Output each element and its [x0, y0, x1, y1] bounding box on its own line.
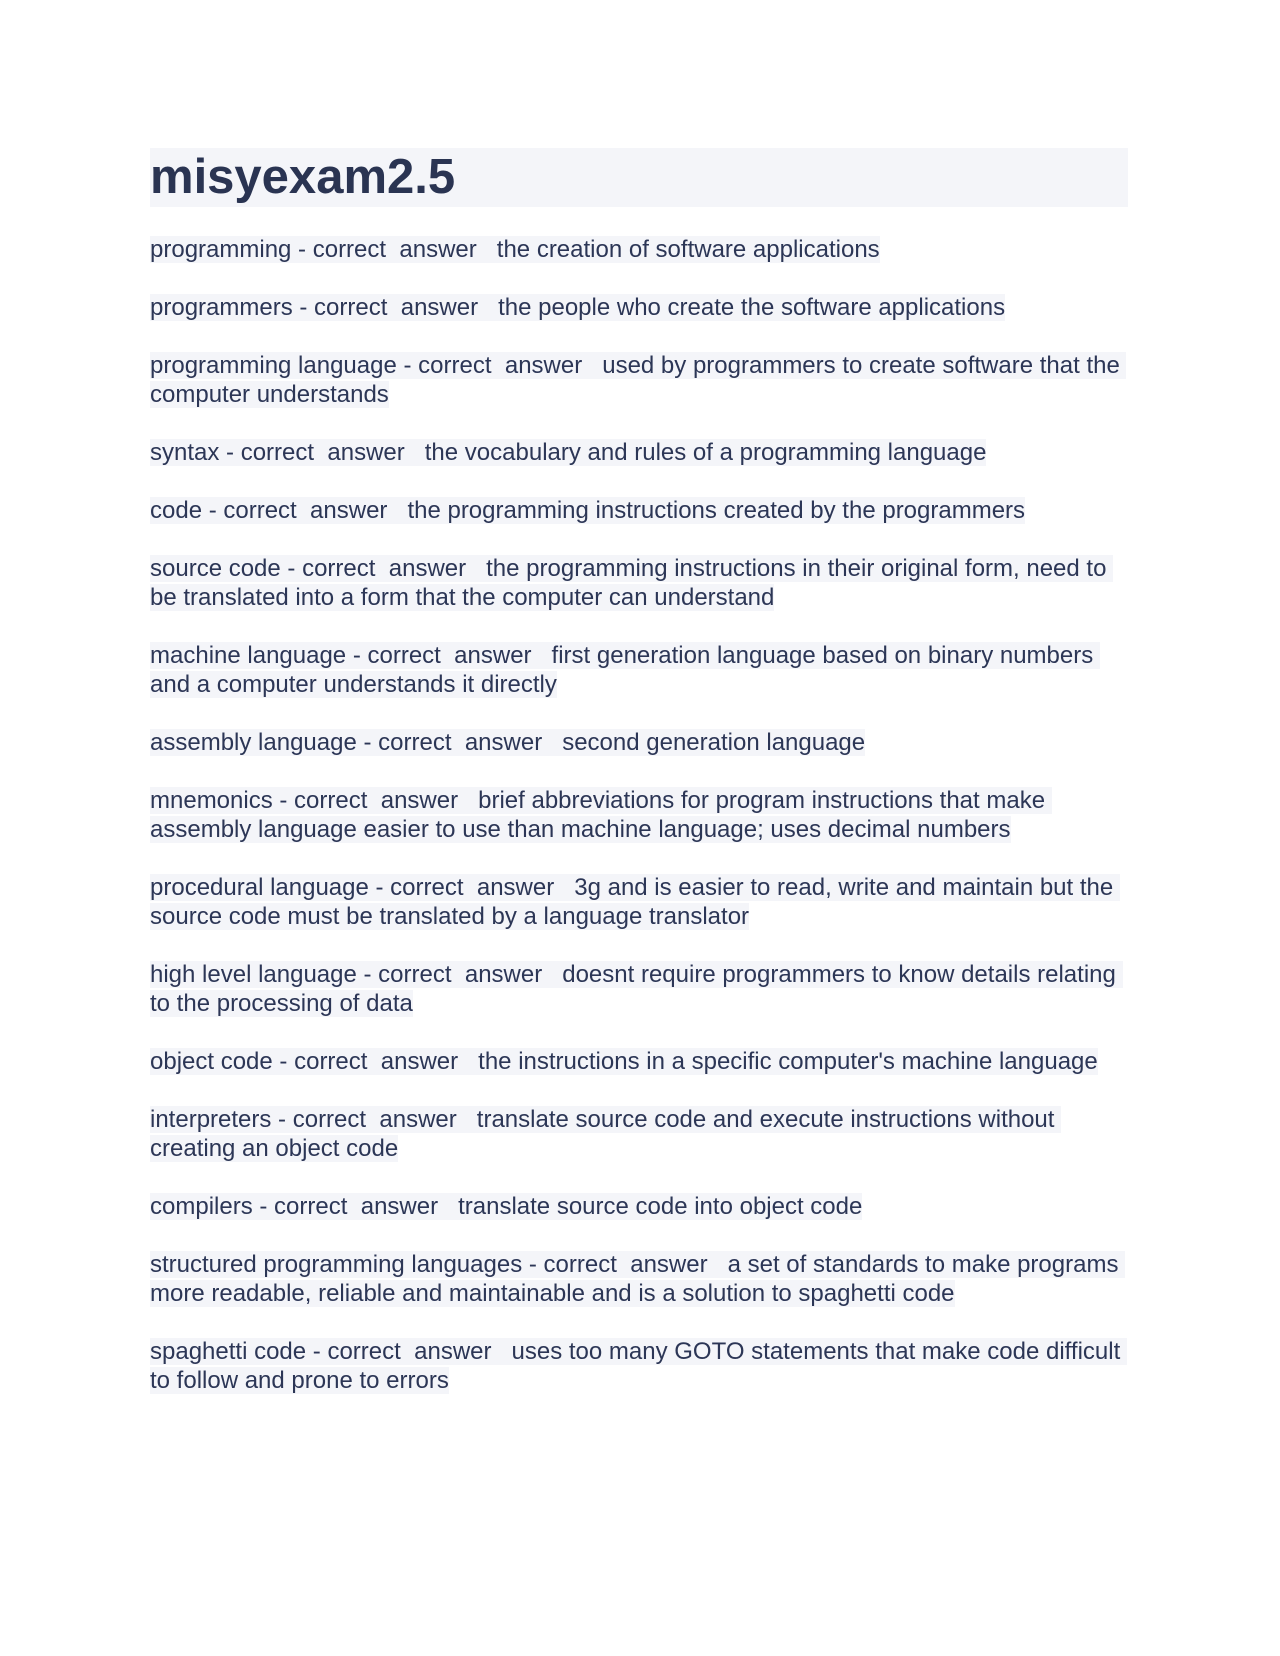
definition: the vocabulary and rules of a programming language — [424, 439, 987, 466]
separator: - correct answer — [280, 555, 487, 582]
term: high level language — [150, 961, 357, 988]
flashcard-text — [150, 961, 1123, 1017]
separator: - correct answer — [522, 1251, 728, 1278]
separator: - correct answer — [292, 294, 499, 321]
flashcard — [150, 1192, 1125, 1221]
flashcard-text — [150, 294, 1005, 321]
definition: the programming instructions in their original form, need to be translated into a form that the computer can understand — [150, 555, 1114, 611]
separator: - correct answer — [356, 729, 563, 756]
flashcard-text — [150, 1193, 862, 1220]
flashcard — [150, 235, 1125, 264]
flashcard-text — [150, 352, 1126, 408]
separator: - correct answer — [306, 1338, 512, 1365]
flashcard-text — [150, 1338, 1127, 1394]
definition: the programming instructions created by the programmers — [407, 497, 1026, 524]
flashcard — [150, 1047, 1125, 1076]
flashcard — [150, 1105, 1125, 1163]
term: syntax — [150, 439, 220, 466]
definition: first generation language based on binary numbers and a computer understands it directly — [150, 642, 1100, 698]
definition: translate source code and execute instructions without creating an object code — [150, 1106, 1062, 1162]
flashcard — [150, 554, 1125, 612]
flashcard-text — [150, 874, 1120, 930]
term: compilers — [150, 1193, 253, 1220]
separator: - correct answer — [271, 1106, 477, 1133]
definition: a set of standards to make programs more readable, reliable and maintainable and is a solution to spaghetti code — [150, 1251, 1126, 1307]
definition: the instructions in a specific computer's machine language — [478, 1048, 1098, 1075]
separator: - correct answer — [252, 1193, 459, 1220]
document-page — [150, 148, 1128, 1424]
term: programming language — [150, 352, 397, 379]
term: programmers — [150, 294, 293, 321]
term: structured programming languages — [150, 1251, 523, 1278]
flashcard — [150, 293, 1125, 322]
definition: used by programmers to create software that the computer understands — [150, 352, 1127, 408]
term: procedural language — [150, 874, 369, 901]
definition: doesnt require programmers to know details relating to the processing of data — [150, 961, 1123, 1017]
flashcard-text — [150, 787, 1052, 843]
separator: - correct answer — [291, 236, 497, 263]
flashcard-text — [150, 236, 880, 263]
separator: - correct answer — [368, 874, 575, 901]
term: programming — [150, 236, 292, 263]
flashcard — [150, 960, 1125, 1018]
definition: uses too many GOTO statements that make code difficult to follow and prone to errors — [150, 1338, 1127, 1394]
flashcard-text — [150, 555, 1113, 611]
flashcard-text — [150, 439, 986, 466]
flashcard-text — [150, 497, 1025, 524]
flashcard-text — [150, 1106, 1061, 1162]
term: code — [150, 497, 203, 524]
term: spaghetti code — [150, 1338, 307, 1365]
term: machine language — [150, 642, 347, 669]
separator: - correct answer — [272, 787, 479, 814]
flashcard — [150, 786, 1125, 844]
definition: translate source code into object code — [458, 1193, 863, 1220]
separator: - correct answer — [356, 961, 563, 988]
flashcard — [150, 728, 1125, 757]
separator: - correct answer — [396, 352, 603, 379]
flashcard-text — [150, 729, 865, 756]
flashcard-text — [150, 1251, 1125, 1307]
flashcard — [150, 438, 1125, 467]
separator: - correct answer — [272, 1048, 479, 1075]
separator: - correct answer — [219, 439, 425, 466]
term: source code — [150, 555, 281, 582]
flashcard-text — [150, 642, 1100, 698]
flashcard — [150, 351, 1125, 409]
definition: second generation language — [562, 729, 866, 756]
definition: the people who create the software applications — [498, 294, 1006, 321]
flashcard — [150, 641, 1125, 699]
term: object code — [150, 1048, 273, 1075]
document-title: misyexam2.5 — [150, 148, 1128, 207]
term: interpreters — [150, 1106, 272, 1133]
term: assembly language — [150, 729, 357, 756]
flashcard — [150, 496, 1125, 525]
term: mnemonics — [150, 787, 273, 814]
separator: - correct answer — [202, 497, 408, 524]
definition: brief abbreviations for program instructions that make assembly language easier to use than machine language; uses decimal numbers — [150, 787, 1052, 843]
flashcard — [150, 1250, 1125, 1308]
definition: 3g and is easier to read, write and maintain but the source code must be translated by a language translator — [150, 874, 1120, 930]
flashcard — [150, 1337, 1125, 1395]
flashcard-text — [150, 1048, 1098, 1075]
definition: the creation of software applications — [496, 236, 880, 263]
flashcard — [150, 873, 1125, 931]
separator: - correct answer — [346, 642, 552, 669]
